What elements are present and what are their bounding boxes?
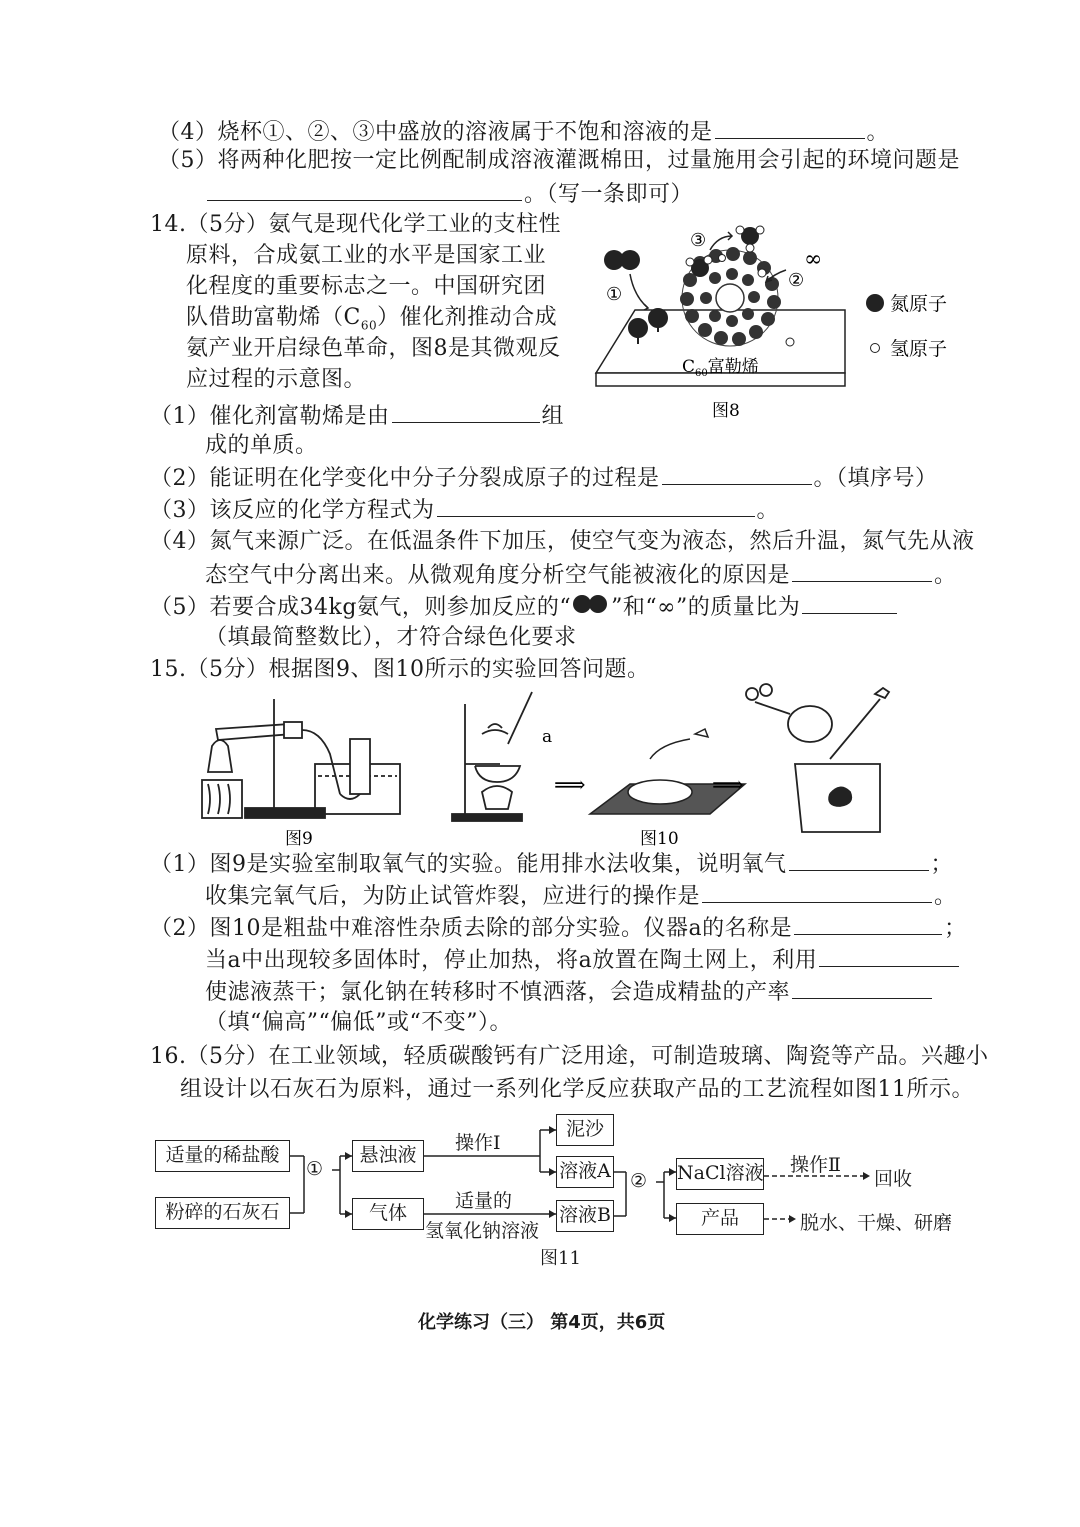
- q14-part2-end: 。（填序号）: [813, 466, 938, 491]
- q14-part5-text-a: （5）若要合成34kg氨气，则参加反应的“: [150, 595, 572, 620]
- q13-part4-end: 。: [866, 120, 890, 145]
- flow-sand-box: 泥沙: [556, 1114, 614, 1146]
- q15-part2-text-2: 当a中出现较多固体时，停止加热，将a放置在陶土网上，利用: [205, 948, 818, 973]
- q14-part5-text-c: ”的质量比为: [675, 595, 801, 620]
- q15-part2-text: （2）图10是粗盐中难溶性杂质去除的部分实验。仪器a的名称是: [150, 916, 793, 941]
- legend-n-label: 氮原子: [890, 293, 948, 315]
- flow-process-label: 脱水、干燥、研磨: [800, 1212, 953, 1234]
- h2-symbol: ∞: [804, 247, 823, 272]
- surface-label: $C_{60}$富勒烯: [682, 357, 759, 379]
- flow-gas-box: 气体: [352, 1198, 424, 1230]
- legend-h-label: 氢原子: [890, 338, 948, 360]
- q15-part2-line4: （填“偏高”“偏低”或“不变”）。: [205, 1010, 512, 1035]
- q15-part1-end-1: ；: [930, 852, 954, 877]
- q14-part4-text: 态空气中分离出来。从微观角度分析空气能被液化的原因是: [205, 563, 791, 588]
- arrow-2: ⟹: [712, 773, 744, 798]
- flow-product-box: 产品: [676, 1203, 764, 1235]
- label-a: a: [542, 727, 553, 747]
- q14-part5-text-b: ”和“: [611, 595, 658, 620]
- q14-stem-line5: 氨产业开启绿色革命，图8是其微观反: [186, 336, 561, 361]
- q13-part5-end: 。（写一条即可）: [524, 182, 694, 207]
- flow-naoh-label-2: 氢氧化钠溶液: [425, 1220, 540, 1242]
- q13-part4-text: （4）烧杯①、②、③中盛放的溶液属于不饱和溶液的是: [158, 120, 713, 145]
- q14-stem-line6: 应过程的示意图。: [186, 367, 367, 392]
- q14-part1-text: （1）催化剂富勒烯是由: [150, 404, 390, 429]
- q14-part1-line2: 成的单质。: [205, 433, 318, 458]
- flow-solution-b-box: 溶液B: [556, 1200, 614, 1232]
- flow-naoh-label-1: 适量的: [455, 1190, 513, 1212]
- q15-stem: 15.（5分）根据图9、图10所示的实验回答问题。: [150, 657, 650, 682]
- figure-10-caption: 图10: [640, 829, 679, 849]
- flow-acid-box: 适量的稀盐酸: [155, 1140, 290, 1172]
- flow-solution-a-box: 溶液A: [556, 1156, 614, 1188]
- flow-op1-label: 操作Ⅰ: [455, 1132, 501, 1154]
- q16-stem-line2: 组设计以石灰石为原料，通过一系列化学反应获取产品的工艺流程如图11所示。: [180, 1077, 974, 1102]
- q15-part1-end-2: 。: [934, 884, 957, 909]
- step-1-label: ①: [606, 284, 623, 305]
- q14-part4-line1: （4）氮气来源广泛。在低温条件下加压，使空气变为液态，然后升温，氮气先从液: [150, 529, 975, 554]
- figure-9-caption: 图9: [285, 829, 313, 849]
- q14-part3-end: 。: [756, 498, 780, 523]
- q15-part1-text-2: 收集完氧气后，为防止试管炸裂，应进行的操作是: [205, 884, 701, 909]
- flow-step2-label: ②: [630, 1170, 648, 1192]
- q14-stem-line2: 原料，合成氨工业的水平是国家工业: [186, 243, 547, 268]
- q16-stem-line1: 16.（5分）在工业领域，轻质碳酸钙有广泛用途，可制造玻璃、陶瓷等产品。兴趣小: [150, 1044, 989, 1069]
- arrow-1: ⟹: [554, 773, 586, 798]
- q14-part4-end: 。: [934, 563, 957, 588]
- q14-part5-line2: （填最简整数比），才符合绿色化要求: [205, 625, 577, 650]
- q14-stem-line4-b: ）催化剂推动合成: [377, 305, 558, 330]
- q14-stem-line3: 化程度的重要标志之一。中国研究团: [186, 274, 547, 299]
- q14-part2-text: （2）能证明在化学变化中分子分裂成原子的过程是: [150, 466, 660, 491]
- q14-c60-subscript: 60: [360, 318, 378, 333]
- q15-part2-end-1: ；: [944, 916, 967, 941]
- q14-stem-line4-a: 队借助富勒烯（C: [186, 305, 361, 330]
- q14-part3-text: （3）该反应的化学方程式为: [150, 498, 435, 523]
- step-3-label: ③: [690, 230, 707, 251]
- q14-part1-end: 组: [541, 404, 565, 429]
- figure-11-caption: 图11: [540, 1248, 581, 1269]
- flow-nacl-box: NaCl溶液: [676, 1158, 764, 1190]
- flow-limestone-box: 粉碎的石灰石: [155, 1197, 290, 1229]
- step-2-label: ②: [788, 270, 805, 291]
- q14-stem-line1: 14.（5分）氨气是现代化学工业的支柱性: [150, 212, 561, 237]
- h2-molecule-inline-icon: ∞: [657, 595, 676, 620]
- flow-recycle-label: 回收: [874, 1168, 913, 1190]
- flow-suspension-box: 悬浊液: [352, 1140, 424, 1172]
- flow-op2-label: 操作Ⅱ: [790, 1154, 841, 1176]
- flow-step1-label: ①: [306, 1158, 324, 1180]
- q13-part5-line1: （5）将两种化肥按一定比例配制成溶液灌溉棉田，过量施用会引起的环境问题是: [158, 148, 960, 173]
- page-footer: 化学练习（三） 第4页，共6页: [418, 1312, 666, 1333]
- q15-part1-text: （1）图9是实验室制取氧气的实验。能用排水法收集，说明氧气: [150, 852, 787, 877]
- figure-8-caption: 图8: [712, 401, 740, 421]
- q15-part2-text-3: 使滤液蒸干；氯化钠在转移时不慎洒落，会造成精盐的产率: [205, 980, 791, 1005]
